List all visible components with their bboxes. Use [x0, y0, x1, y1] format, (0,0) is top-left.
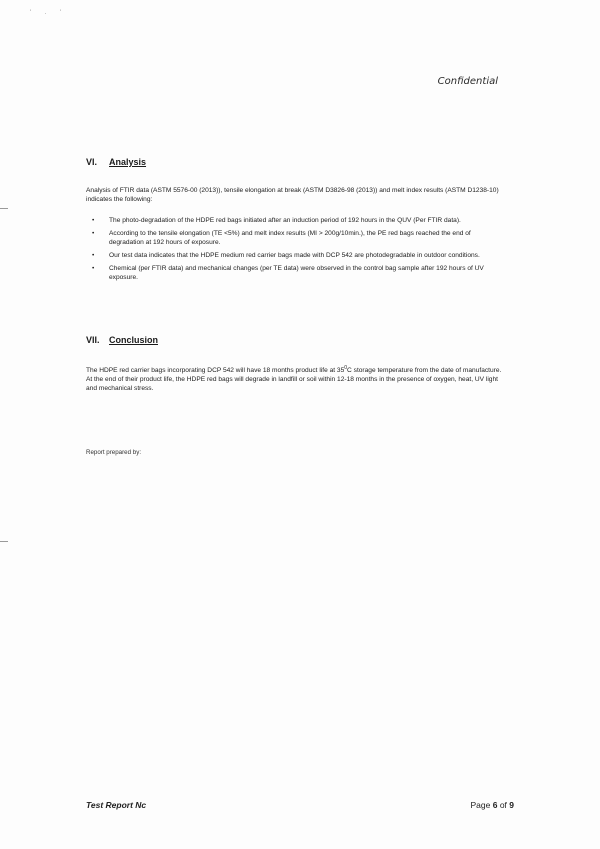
- report-prepared-by: Report prepared by:: [86, 449, 142, 456]
- analysis-intro: Analysis of FTIR data (ASTM 5576-00 (2013)), tensile elongation at break (ASTM D3826-98 (2013)) and melt index results (ASTM D1238-10) indicates the following:: [86, 187, 499, 203]
- conclusion-section-number: VII.: [86, 335, 100, 345]
- confidential-label: Confidential: [437, 76, 498, 87]
- analysis-section-title: Analysis: [109, 157, 147, 167]
- page-number: [471, 800, 515, 810]
- conclusion-text: [86, 364, 506, 393]
- analysis-section-number: VI.: [86, 157, 98, 167]
- conclusion-text-part: C storage temperature from the date of manufacture. At the end of their product life, the HDPE red bags will degrade in landfill or soil within 12-18 months in the presence of oxygen, heat, UV light and mechanical stress.: [86, 367, 502, 393]
- scan-edge-mark: [0, 541, 8, 542]
- scan-specks: ' . ': [30, 10, 68, 16]
- conclusion-section-title: Conclusion: [109, 335, 158, 345]
- page-total: 9: [509, 800, 514, 810]
- conclusion-heading: [86, 335, 158, 345]
- list-item: • The photo-degradation of the HDPE red bags initiated after an induction period of 192 hours in the QUV (Per FTIR data).: [86, 216, 506, 225]
- page-prefix: Page: [470, 800, 493, 810]
- conclusion-text-part: The HDPE red carrier bags incorporating DCP 542 will have 18 months product life at 35: [86, 367, 345, 375]
- degree-superscript: 0: [344, 365, 348, 371]
- scan-edge-mark: [0, 208, 8, 209]
- analysis-findings-list: [86, 216, 506, 286]
- page-current: 6: [492, 800, 498, 810]
- list-item: • Our test data indicates that the HDPE medium red carrier bags made with DCP 542 are photodegradable in outdoor conditions.: [86, 251, 506, 260]
- test-report-number: Test Report Nc: [86, 800, 147, 810]
- analysis-heading: [86, 157, 146, 167]
- list-item: • Chemical (per FTIR data) and mechanical changes (per TE data) were observed in the control bag sample after 192 hours of UV exposure.: [86, 264, 506, 282]
- page-of: of: [497, 800, 510, 810]
- list-item: • According to the tensile elongation (TE <5%) and melt index results (MI > 200g/10min.), the PE red bags reached the end of degradation at 192 hours of exposure.: [86, 229, 506, 247]
